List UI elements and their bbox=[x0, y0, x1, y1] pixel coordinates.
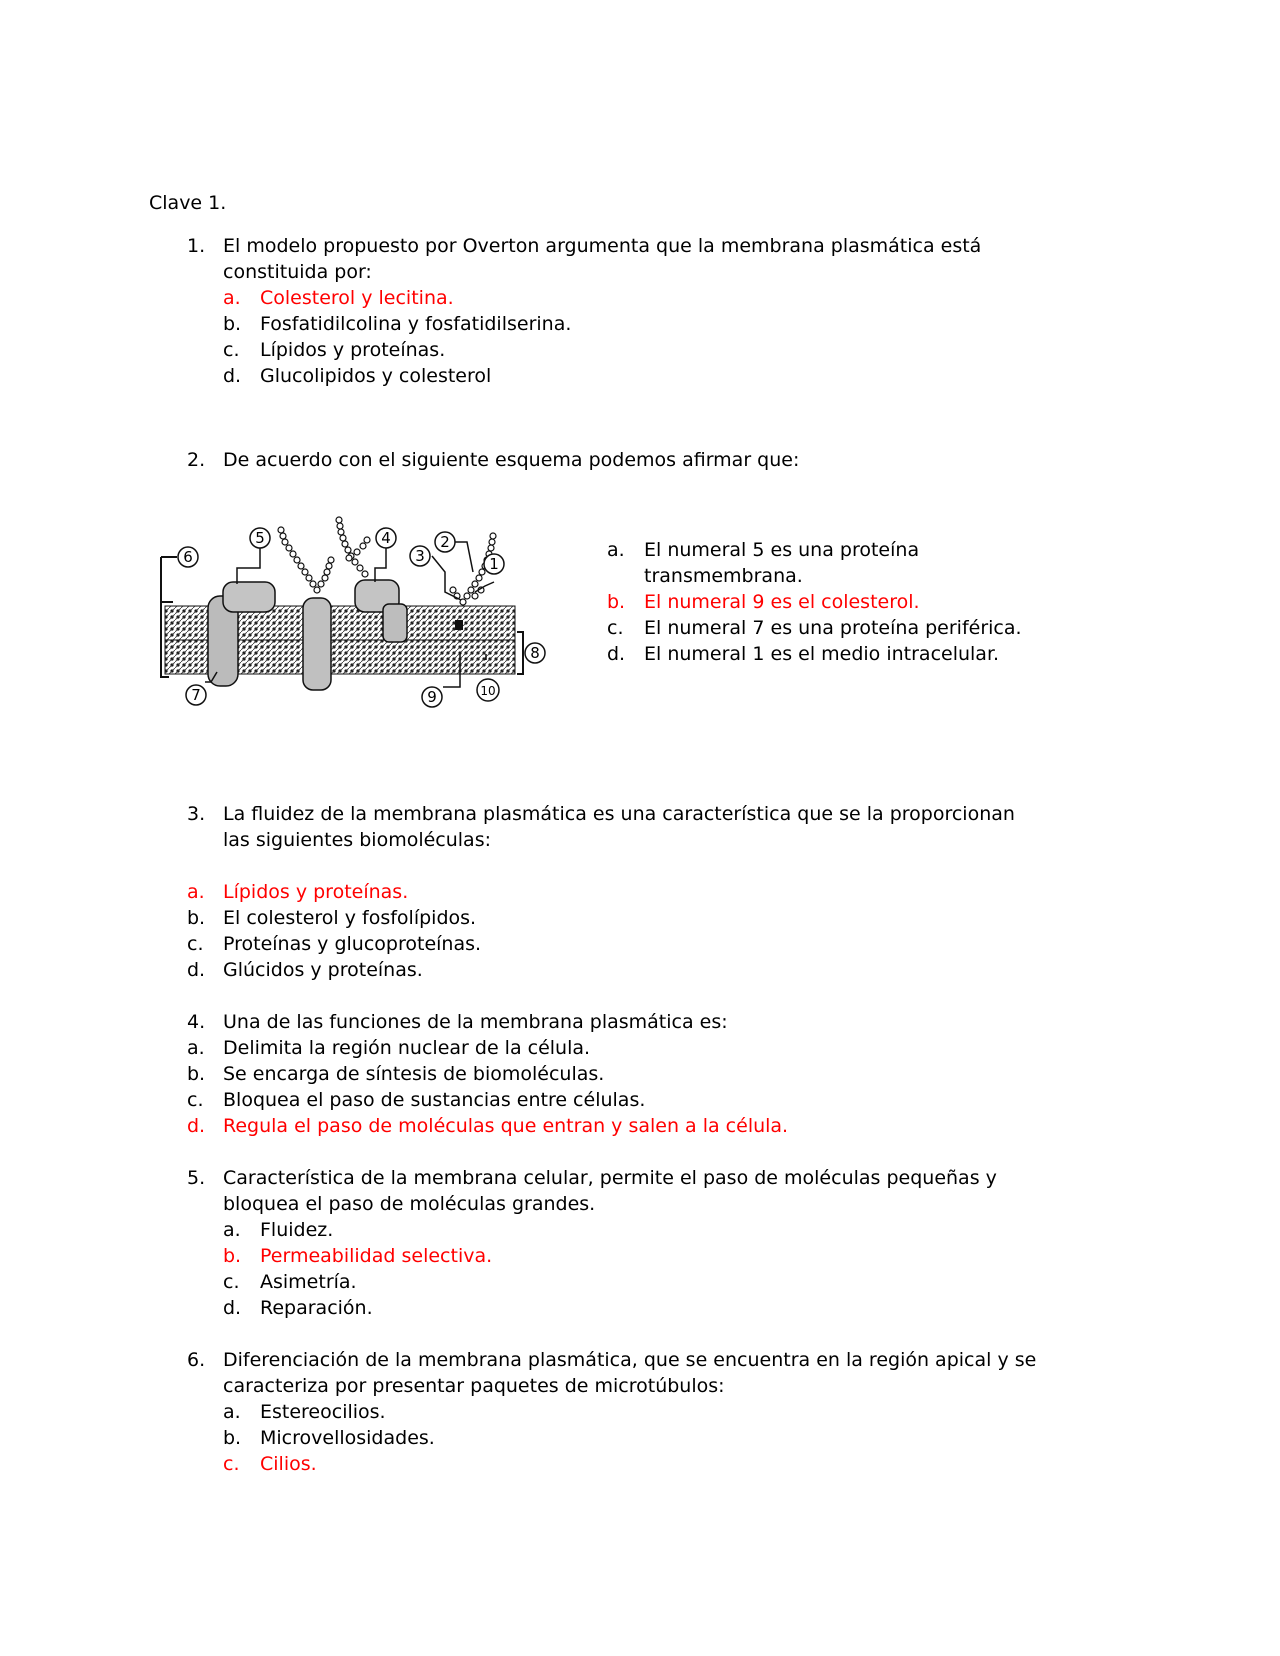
label-text: 7 bbox=[191, 686, 201, 704]
answer-option bbox=[187, 958, 423, 982]
label-1 bbox=[484, 554, 504, 574]
option-text: Delimita la región nuclear de la célula. bbox=[223, 1037, 591, 1059]
label-10 bbox=[477, 679, 499, 701]
option-letter: a. bbox=[187, 1037, 205, 1059]
answer-option bbox=[607, 538, 920, 562]
label-2 bbox=[435, 532, 455, 552]
option-letter: b. bbox=[223, 1245, 242, 1267]
question-number: 1. bbox=[187, 235, 206, 257]
option-letter: b. bbox=[223, 1427, 242, 1449]
option-text-continued: transmembrana. bbox=[644, 565, 803, 587]
question-text: Característica de la membrana celular, permite el paso de moléculas pequeñas y bbox=[223, 1167, 997, 1189]
option-letter: d. bbox=[223, 1297, 242, 1319]
question-text: La fluidez de la membrana plasmática es una característica que se la proporcionan bbox=[223, 803, 1015, 825]
answer-option-correct bbox=[223, 1452, 317, 1476]
option-letter: c. bbox=[223, 1453, 240, 1475]
option-text: El numeral 9 es el colesterol. bbox=[644, 591, 920, 613]
option-letter: a. bbox=[187, 881, 205, 903]
answer-option bbox=[223, 1270, 357, 1294]
option-text: Bloquea el paso de sustancias entre células. bbox=[223, 1089, 646, 1111]
option-text: Microvellosidades. bbox=[260, 1427, 435, 1449]
label-4 bbox=[376, 528, 396, 548]
label-text: 5 bbox=[255, 529, 265, 547]
answer-option bbox=[187, 932, 482, 956]
option-text: Glúcidos y proteínas. bbox=[223, 959, 423, 981]
question-text: El modelo propuesto por Overton argumenta que la membrana plasmática está bbox=[223, 235, 982, 257]
option-text: El numeral 5 es una proteína bbox=[644, 539, 920, 561]
answer-option-correct bbox=[223, 1244, 493, 1268]
question-number: 3. bbox=[187, 803, 206, 825]
option-letter: d. bbox=[223, 365, 242, 387]
label-text: 8 bbox=[530, 644, 540, 662]
option-letter: b. bbox=[223, 313, 242, 335]
option-letter: a. bbox=[223, 1401, 241, 1423]
question-text: De acuerdo con el siguiente esquema podemos afirmar que: bbox=[223, 449, 800, 471]
label-5 bbox=[250, 528, 270, 548]
question-number: 6. bbox=[187, 1349, 206, 1371]
label-text: 10 bbox=[480, 684, 496, 698]
question-number: 2. bbox=[187, 449, 206, 471]
label-text: 9 bbox=[427, 688, 437, 706]
option-text: Se encarga de síntesis de biomoléculas. bbox=[223, 1063, 605, 1085]
option-letter: d. bbox=[187, 1115, 206, 1137]
option-text: Fosfatidilcolina y fosfatidilserina. bbox=[260, 313, 572, 335]
question-number: 4. bbox=[187, 1011, 206, 1033]
option-text: Reparación. bbox=[260, 1297, 373, 1319]
option-text: Cilios. bbox=[260, 1453, 317, 1475]
option-letter: b. bbox=[607, 591, 626, 613]
option-letter: c. bbox=[187, 933, 204, 955]
answer-option-correct bbox=[607, 590, 920, 614]
option-text: Permeabilidad selectiva. bbox=[260, 1245, 493, 1267]
question-number: 5. bbox=[187, 1167, 206, 1189]
option-text: Lípidos y proteínas. bbox=[223, 881, 409, 903]
option-text: Asimetría. bbox=[260, 1271, 357, 1293]
answer-option bbox=[187, 1036, 591, 1060]
membrane-diagram bbox=[145, 512, 550, 717]
option-letter: c. bbox=[187, 1089, 204, 1111]
document-title: Clave 1. bbox=[149, 192, 227, 214]
answer-option-correct bbox=[223, 286, 454, 310]
option-text: El colesterol y fosfolípidos. bbox=[223, 907, 477, 929]
transmembrane-protein bbox=[303, 598, 331, 690]
answer-option bbox=[187, 906, 477, 930]
option-letter: b. bbox=[187, 907, 206, 929]
option-letter: d. bbox=[607, 643, 626, 665]
answer-option bbox=[187, 1088, 646, 1112]
option-letter: c. bbox=[223, 1271, 240, 1293]
question-text: constituida por: bbox=[223, 261, 372, 283]
label-8 bbox=[525, 643, 545, 663]
label-text: 2 bbox=[440, 533, 450, 551]
label-text: 1 bbox=[489, 555, 499, 573]
answer-option bbox=[223, 1426, 435, 1450]
answer-option bbox=[187, 1062, 605, 1086]
option-text: Proteínas y glucoproteínas. bbox=[223, 933, 482, 955]
bracket-line bbox=[517, 632, 523, 674]
answer-option bbox=[223, 338, 446, 362]
label-6 bbox=[178, 547, 198, 567]
option-letter: a. bbox=[223, 1219, 241, 1241]
label-9 bbox=[422, 687, 442, 707]
question-text: las siguientes biomoléculas: bbox=[223, 829, 492, 851]
option-text: Glucolipidos y colesterol bbox=[260, 365, 492, 387]
option-letter: c. bbox=[607, 617, 624, 639]
answer-option bbox=[607, 642, 1000, 666]
option-text: Fluidez. bbox=[260, 1219, 334, 1241]
question-text: Una de las funciones de la membrana plasmática es: bbox=[223, 1011, 728, 1033]
question-text: Diferenciación de la membrana plasmática, que se encuentra en la región apical y se bbox=[223, 1349, 1037, 1371]
answer-option bbox=[607, 616, 1022, 640]
option-letter: d. bbox=[187, 959, 206, 981]
label-7 bbox=[186, 685, 206, 705]
answer-option bbox=[223, 312, 572, 336]
question-text: bloquea el paso de moléculas grandes. bbox=[223, 1193, 596, 1215]
label-text: 3 bbox=[415, 547, 425, 565]
option-text: Lípidos y proteínas. bbox=[260, 339, 446, 361]
option-letter: c. bbox=[223, 339, 240, 361]
option-text: El numeral 7 es una proteína periférica. bbox=[644, 617, 1022, 639]
label-text: 6 bbox=[183, 548, 193, 566]
question-text: caracteriza por presentar paquetes de microtúbulos: bbox=[223, 1375, 725, 1397]
option-letter: b. bbox=[187, 1063, 206, 1085]
answer-option bbox=[223, 364, 492, 388]
option-text: El numeral 1 es el medio intracelular. bbox=[644, 643, 1000, 665]
label-3 bbox=[410, 546, 430, 566]
option-letter: a. bbox=[607, 539, 625, 561]
option-text: Colesterol y lecitina. bbox=[260, 287, 454, 309]
answer-option-correct bbox=[187, 880, 409, 904]
option-letter: a. bbox=[223, 287, 241, 309]
option-text: Estereocilios. bbox=[260, 1401, 386, 1423]
label-text: 4 bbox=[381, 529, 391, 547]
peripheral-protein bbox=[223, 582, 275, 612]
answer-option-correct bbox=[187, 1114, 789, 1138]
answer-option bbox=[223, 1296, 373, 1320]
answer-option bbox=[223, 1400, 386, 1424]
answer-option bbox=[223, 1218, 334, 1242]
option-text: Regula el paso de moléculas que entran y salen a la célula. bbox=[223, 1115, 789, 1137]
integral-protein bbox=[383, 604, 407, 642]
